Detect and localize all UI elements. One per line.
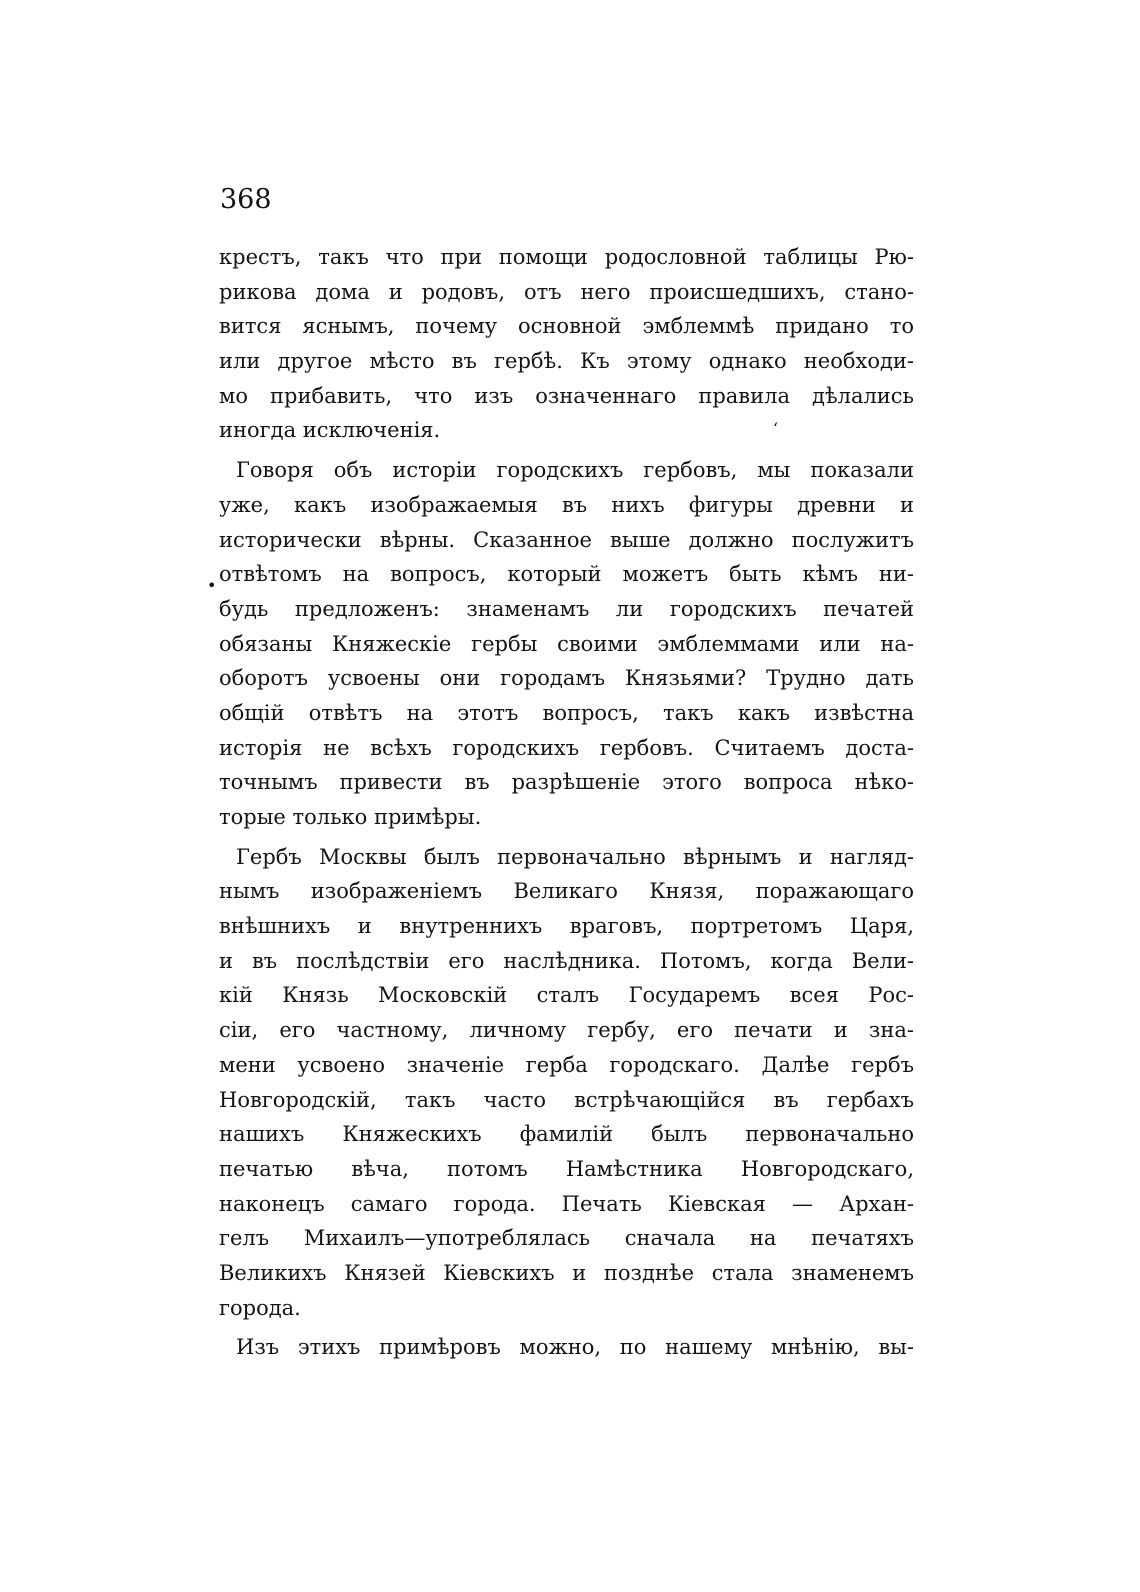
text-line: уже, какъ изображаемыя въ нихъ фигуры древни и xyxy=(219,492,914,517)
text-line: мо прибавить, что изъ означеннаго правила дѣлались xyxy=(219,383,914,408)
text-line: оборотъ усвоены они городамъ Князьями? Трудно дать xyxy=(219,666,914,691)
margin-dot: • xyxy=(207,576,217,595)
text-line: будь предложенъ: знаменамъ ли городскихъ печатей xyxy=(219,596,914,621)
text-line: наконецъ самаго города. Печать Кіевская — Архан- xyxy=(219,1191,914,1216)
text-line: исторически вѣрны. Сказанное выше должно послужитъ xyxy=(219,527,914,552)
paragraph xyxy=(219,453,914,835)
text-line: мени усвоено значеніе герба городскаго. Далѣе гербъ xyxy=(219,1052,914,1077)
text-line: Говоря объ исторіи городскихъ гербовъ, мы показали xyxy=(236,458,914,483)
text-line: гелъ Михаилъ—употреблялась сначала на печатяхъ xyxy=(219,1226,914,1251)
text-line: внѣшнихъ и внутреннихъ враговъ, портретомъ Царя, xyxy=(219,914,914,939)
text-line: общій отвѣтъ на этотъ вопросъ, такъ какъ извѣстна xyxy=(219,700,914,725)
stray-mark: ʻ xyxy=(773,419,779,438)
text-line: Новгородскій, такъ часто встрѣчающійся въ гербахъ xyxy=(219,1087,914,1112)
text-line: нымъ изображеніемъ Великаго Князя, поражающаго xyxy=(219,879,914,904)
text-line: иногда исключенія. xyxy=(219,418,441,443)
text-line: печатью вѣча, потомъ Намѣстника Новгородскаго, xyxy=(219,1156,914,1181)
text-line: рикова дома и родовъ, отъ него происшедшихъ, стано- xyxy=(219,279,914,304)
text-line: Изъ этихъ примѣровъ можно, по нашему мнѣнію, вы- xyxy=(236,1335,914,1360)
text-line: отвѣтомъ на вопросъ, который можетъ быть кѣмъ ни- xyxy=(219,562,914,587)
text-line: кій Князь Московскій сталъ Государемъ всея Рос- xyxy=(219,983,914,1008)
text-line: города. xyxy=(219,1295,301,1320)
text-line: точнымъ привести въ разрѣшеніе этого вопроса нѣко- xyxy=(219,770,914,795)
text-line: сіи, его частному, личному гербу, его печати и зна- xyxy=(219,1018,914,1043)
text-line: вится яснымъ, почему основной эмблеммѣ придано то xyxy=(219,314,914,339)
paragraph xyxy=(219,840,914,1326)
page-number: 368 xyxy=(220,184,272,215)
text-line: или другое мѣсто въ гербѣ. Къ этому однако необходи- xyxy=(219,349,914,374)
text-line: нашихъ Княжескихъ фамилій былъ первоначально xyxy=(219,1122,914,1147)
text-line: Гербъ Москвы былъ первоначально вѣрнымъ и нагляд- xyxy=(236,844,914,869)
text-line: крестъ, такъ что при помощи родословной таблицы Рю- xyxy=(219,245,914,269)
paragraph xyxy=(219,240,914,448)
text-line: обязаны Княжескіе гербы своими эмблеммами или на- xyxy=(219,631,914,656)
text-line: исторія не всѣхъ городскихъ гербовъ. Считаемъ доста- xyxy=(219,735,914,760)
body-text xyxy=(219,240,914,1365)
text-line: торые только примѣры. xyxy=(219,805,482,829)
text-line: и въ послѣдствіи его наслѣдника. Потомъ, когда Вели- xyxy=(219,948,914,973)
text-line: Великихъ Князей Кіевскихъ и позднѣе стала знаменемъ xyxy=(219,1260,914,1285)
paragraph xyxy=(219,1330,914,1365)
